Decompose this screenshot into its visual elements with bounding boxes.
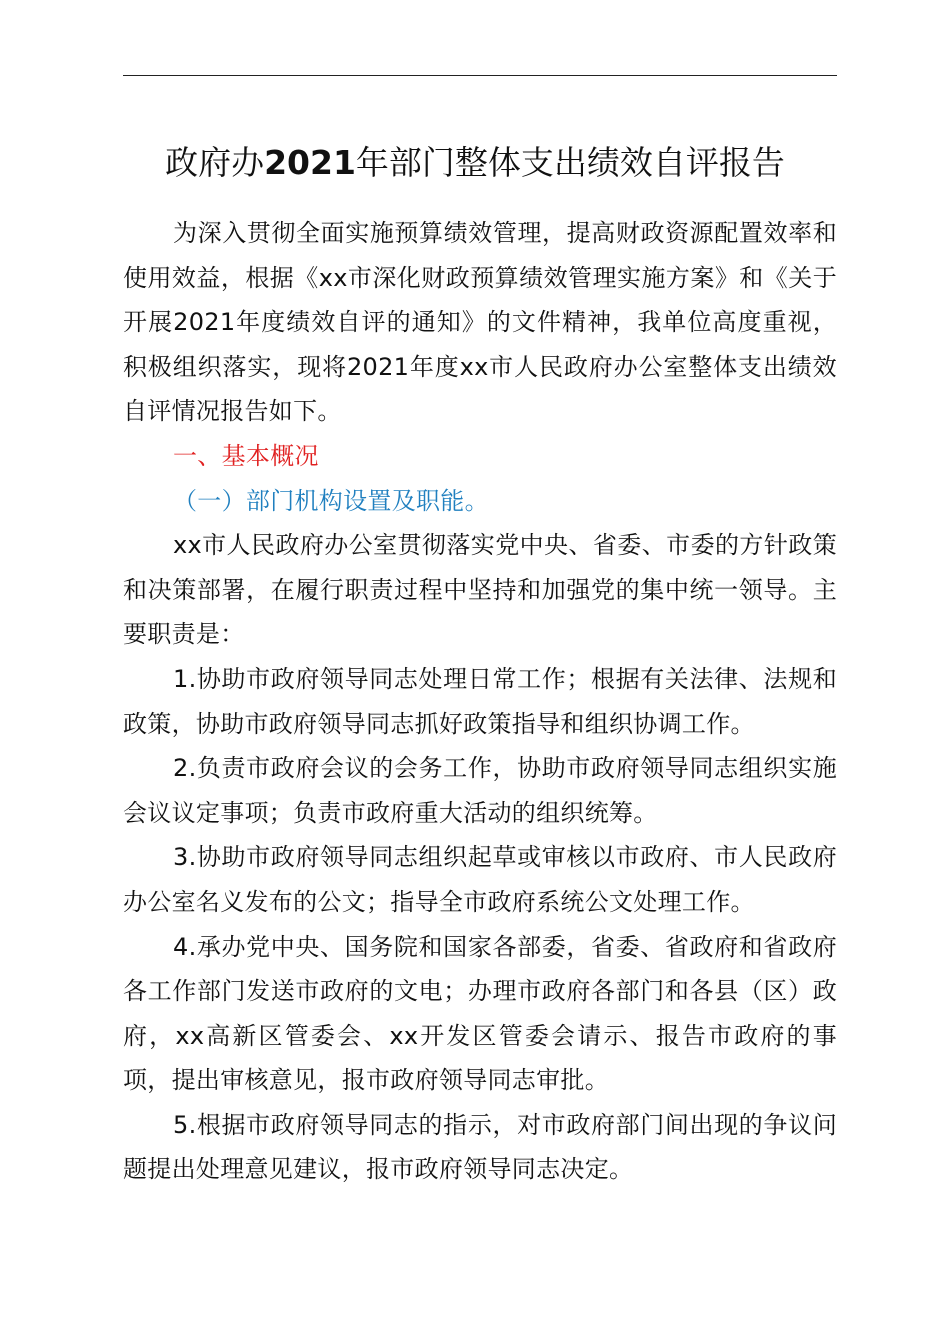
title-suffix: 年部门整体支出绩效自评报告 [355,143,785,182]
duty-item-5: 5.根据市政府领导同志的指示，对市政府部门间出现的争议问题提出处理意见建议，报市政府领导同志决定。 [123,1110,837,1184]
title-prefix: 政府办 [165,143,265,182]
duty-item-1: 1.协助市政府领导同志处理日常工作；根据有关法律、法规和政策，协助市政府领导同志抓好政策指导和组织协调工作。 [123,664,837,738]
section-heading-basic-overview: 一、基本概况 [173,441,319,470]
title-year: 2021 [264,143,356,182]
intro-paragraph: 为深入贯彻全面实施预算绩效管理，提高财政资源配置效率和使用效益，根据《xx市深化财政预算绩效管理实施方案》和《关于开展2021年度绩效自评的通知》的文件精神，我单位高度重视，积极组织落实，现将2021年度xx市人民政府办公室整体支出绩效自评情况报告如下。 [123,219,837,426]
document-body [123,211,837,1192]
duty-item-3: 3.协助市政府领导同志组织起草或审核以市政府、市人民政府办公室名义发布的公文；指导全市政府系统公文处理工作。 [123,843,837,916]
subsection-heading-organization: （一）部门机构设置及职能。 [173,486,489,515]
duty-item-4: 4.承办党中央、国务院和国家各部委，省委、省政府和省政府各工作部门发送市政府的文电；办理市政府各部门和各县（区）政府，xx高新区管委会、xx开发区管委会请示、报告市政府的事项，提出审核意见，报市政府领导同志审批。 [123,932,837,1095]
document-title [0,140,950,186]
duty-item-2: 2.负责市政府会议的会务工作，协助市政府领导同志组织实施会议议定事项；负责市政府重大活动的组织统筹。 [123,754,837,827]
header-rule [123,75,837,76]
duties-intro-paragraph: xx市人民政府办公室贯彻落实党中央、省委、市委的方针政策和决策部署，在履行职责过程中坚持和加强党的集中统一领导。主要职责是： [123,531,837,649]
